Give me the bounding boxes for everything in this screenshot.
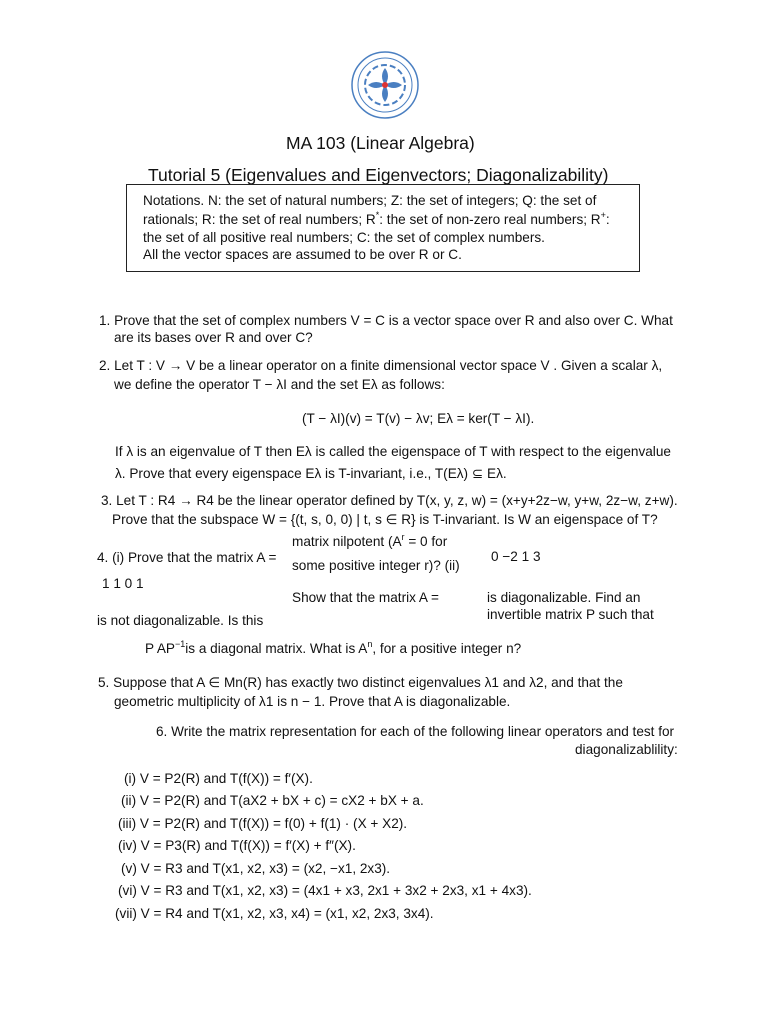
q4-not-diagonalizable: is not diagonalizable. Is this (97, 613, 264, 628)
tutorial-title: Tutorial 5 (Eigenvalues and Eigenvectors; Diagonalizability) (148, 165, 609, 185)
q6-line-1: 6. Write the matrix representation for each of the following linear operators and test for (156, 724, 675, 739)
q6-item: (vi) V = R3 and T(x1, x2, x3) = (4x1 + x3, 2x1 + 3x2 + 2x3, x1 + 4x3). (118, 883, 532, 898)
institute-logo (350, 50, 420, 120)
q6-item: (i) V = P2(R) and T(f(X)) = f′(X). (124, 771, 313, 786)
q4-diagonalizable: is diagonalizable. Find an (487, 590, 641, 605)
q4-some-positive: some positive integer r)? (ii) (292, 558, 460, 573)
q4-invertible: invertible matrix P such that (487, 607, 654, 622)
q2-line-2: we define the operator T − λI and the set Eλ as follows: (114, 377, 445, 392)
q4-nilpotent: matrix nilpotent ($A^r = 0$ for (292, 532, 448, 549)
q4-final-line: P $AP^{-1}is$ a diagonal matrix. What is $A^n$, for a positive integer n? (145, 639, 522, 656)
q6-item: (vii) V = R4 and T(x1, x2, x3, x4) = (x1, x2, 2x3, 3x4). (115, 906, 434, 921)
q5-line-2: geometric multiplicity of λ1 is n − 1. Prove that A is diagonalizable. (114, 694, 511, 709)
q2-line-1: 2. Let T : V → V be a linear operator on a finite dimensional vector space V . Given a scalar λ, (99, 358, 663, 373)
notations-line-2: rationals; R: the set of real numbers; R*: the set of non-zero real numbers; R+: (143, 210, 610, 227)
q6-item: (iv) V = P3(R) and T(f(X)) = f′(X) + f″(X). (118, 838, 356, 853)
q4-matrix-row: 1 1 0 1 (102, 576, 144, 591)
q2-line-3: If λ is an eigenvalue of T then Eλ is called the eigenspace of T with respect to the eigenvalue (115, 444, 671, 459)
notations-line-1: Notations. N: the set of natural numbers; Z: the set of integers; Q: the set of (143, 193, 597, 208)
q4-show-matrix: Show that the matrix A = (292, 590, 439, 605)
q6-item: (ii) V = P2(R) and T(aX2 + bX + c) = cX2 + bX + a. (121, 793, 424, 808)
q6-line-2: diagonalizablility: (575, 742, 678, 757)
q3-line-1: 3. Let T : R4 → R4 be the linear operator defined by T(x, y, z, w) = (x+y+2z−w, y+w, 2z−w, z+w). (101, 493, 678, 508)
course-title: MA 103 (Linear Algebra) (286, 133, 475, 153)
q2-line-4: λ. Prove that every eigenspace Eλ is T-invariant, i.e., T(Eλ) ⊆ Eλ. (115, 466, 507, 481)
q6-item: (v) V = R3 and T(x1, x2, x3) = (x2, −x1, 2x3). (121, 861, 391, 876)
q6-item: (iii) V = P2(R) and T(f(X)) = f(0) + f(1) · (X + X2). (118, 816, 408, 831)
notations-line-4: All the vector spaces are assumed to be over R or C. (143, 247, 462, 262)
q4-matrix-row-2: 0 −2 1 3 (491, 549, 541, 564)
notations-line-3: the set of all positive real numbers; C: the set of complex numbers. (143, 230, 545, 245)
q4-part-i: 4. (i) Prove that the matrix A = (97, 550, 277, 565)
q1-line-2: are its bases over R and over C? (114, 330, 313, 345)
q3-line-2: Prove that the subspace W = {(t, s, 0, 0) | t, s ∈ R} is T-invariant. Is W an eigenspace of T? (112, 512, 658, 527)
q1-line-1: 1. Prove that the set of complex numbers V = C is a vector space over R and also over C. What (99, 313, 673, 328)
q5-line-1: 5. Suppose that A ∈ Mn(R) has exactly two distinct eigenvalues λ1 and λ2, and that the (98, 675, 623, 690)
q2-formula: (T − λI)(v) = T(v) − λv; Eλ = ker(T − λI). (302, 411, 535, 426)
